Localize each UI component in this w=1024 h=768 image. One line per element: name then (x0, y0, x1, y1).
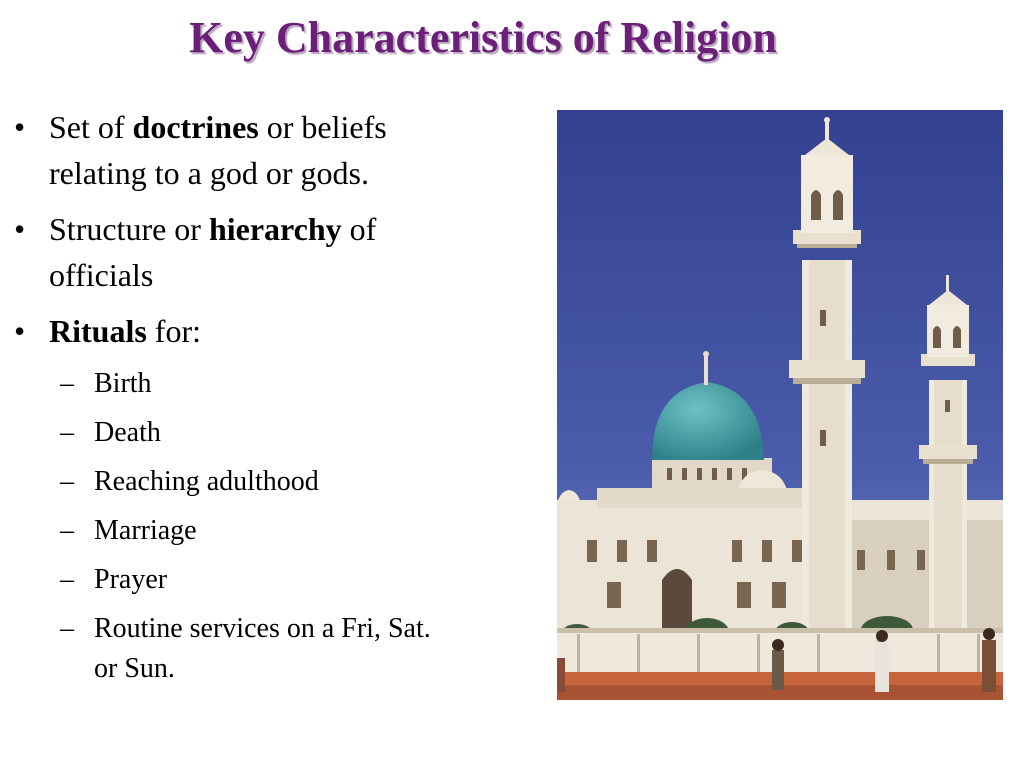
sub-item-adulthood (0, 462, 454, 502)
sub-item-text: Prayer (94, 564, 168, 595)
bullet-item-rituals (0, 308, 520, 354)
sub-item-death (0, 413, 454, 453)
sub-bullet-marker: – (60, 613, 74, 644)
bullet-marker: • (14, 313, 26, 349)
sub-item-text: Marriage (94, 515, 197, 546)
bullet-keyword: hierarchy (208, 211, 342, 247)
bullet-marker: • (14, 211, 26, 247)
bullet-list (0, 104, 520, 698)
sub-item-text: Reaching adulthood (94, 466, 319, 497)
bullet-text-before: Set of (49, 109, 133, 145)
sub-item-text: Death (94, 417, 161, 448)
bullet-text-after: for: (146, 313, 201, 349)
sub-bullet-marker: – (60, 515, 74, 546)
sub-item-birth (0, 364, 454, 404)
sub-item-text: Routine services on a Fri, Sat. or Sun. (94, 613, 431, 684)
sub-item-prayer (0, 560, 454, 600)
bullet-item-hierarchy (0, 206, 469, 298)
mosque-photo (557, 110, 1003, 700)
bullet-text-after: or beliefs relating to a god or gods. (49, 109, 387, 191)
sub-bullet-marker: – (60, 417, 74, 448)
bullet-text-before: Structure or (49, 211, 209, 247)
slide-title: Key Characteristics of Religion (189, 13, 777, 62)
sub-bullet-marker: – (60, 564, 74, 595)
sub-bullet-list (0, 364, 520, 689)
sub-bullet-marker: – (60, 466, 74, 497)
sub-bullet-marker: – (60, 368, 74, 399)
sub-item-services (0, 609, 454, 689)
bullet-marker: • (14, 109, 26, 145)
sub-item-text: Birth (94, 368, 152, 399)
bullet-text-after: of officials (49, 211, 377, 293)
bullet-keyword: Rituals (49, 313, 147, 349)
bullet-keyword: doctrines (132, 109, 259, 145)
bullet-item-doctrines (0, 104, 469, 196)
sub-item-marriage (0, 511, 454, 551)
